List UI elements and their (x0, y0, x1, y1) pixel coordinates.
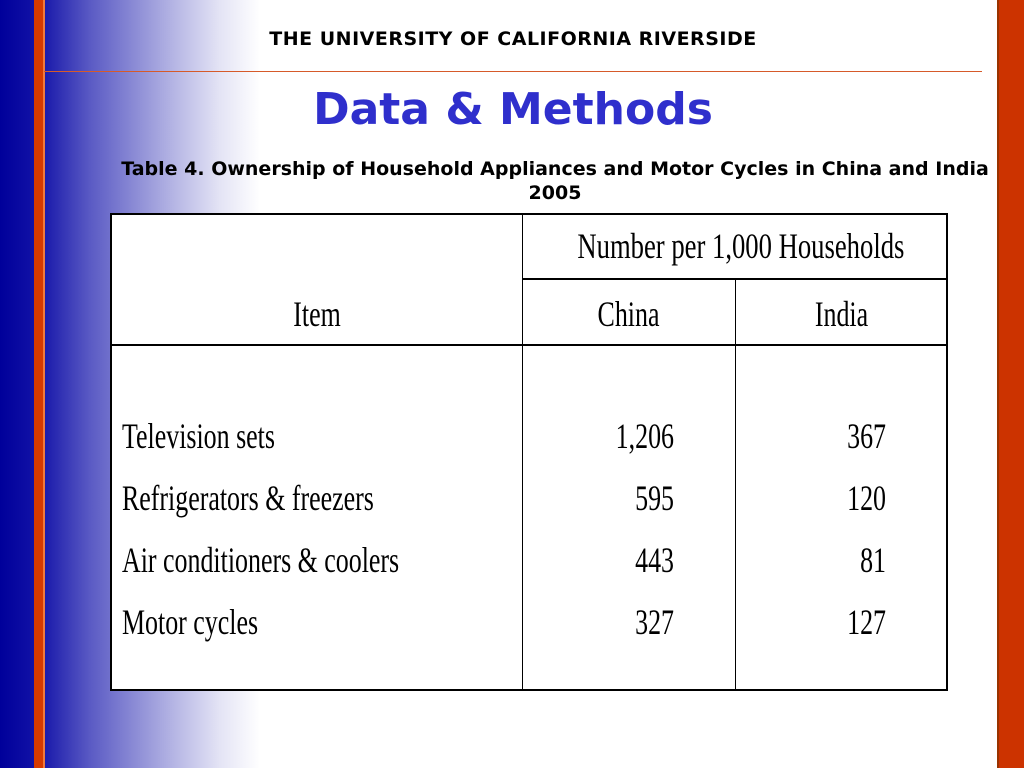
group-header-divider (522, 278, 948, 280)
table-row (112, 601, 946, 663)
column-header-item: Item (293, 294, 341, 334)
appliance-ownership-table (110, 213, 948, 691)
row-item-label: Refrigerators & freezers (122, 478, 374, 518)
row-india-value: 127 (847, 602, 886, 642)
row-china-value: 1,206 (615, 416, 674, 456)
row-item-label: Motor cycles (122, 602, 259, 642)
table-caption: Table 4. Ownership of Household Appliances and Motor Cycles in China and India 2005 (121, 158, 989, 204)
table-row (112, 539, 946, 601)
row-china-value: 327 (635, 602, 674, 642)
column-header-india: India (814, 294, 869, 334)
row-india-value: 120 (847, 478, 886, 518)
row-india-value: 81 (860, 540, 886, 580)
table-row (112, 477, 946, 539)
row-item-label: Air conditioners & coolers (122, 540, 400, 580)
institution-name: THE UNIVERSITY OF CALIFORNIA RIVERSIDE (269, 28, 757, 50)
column-header-china: China (597, 294, 660, 334)
left-accent-stripe (34, 0, 43, 768)
slide-title: Data & Methods (313, 84, 713, 135)
header-bottom-divider (112, 344, 946, 346)
row-china-value: 595 (635, 478, 674, 518)
right-accent-stripe (999, 0, 1024, 768)
row-india-value: 367 (847, 416, 886, 456)
row-china-value: 443 (635, 540, 674, 580)
header-divider (44, 71, 982, 72)
table-row (112, 415, 946, 477)
row-item-label: Television sets (122, 416, 275, 456)
table-body (112, 415, 946, 663)
group-header-households: Number per 1,000 Households (577, 226, 905, 266)
